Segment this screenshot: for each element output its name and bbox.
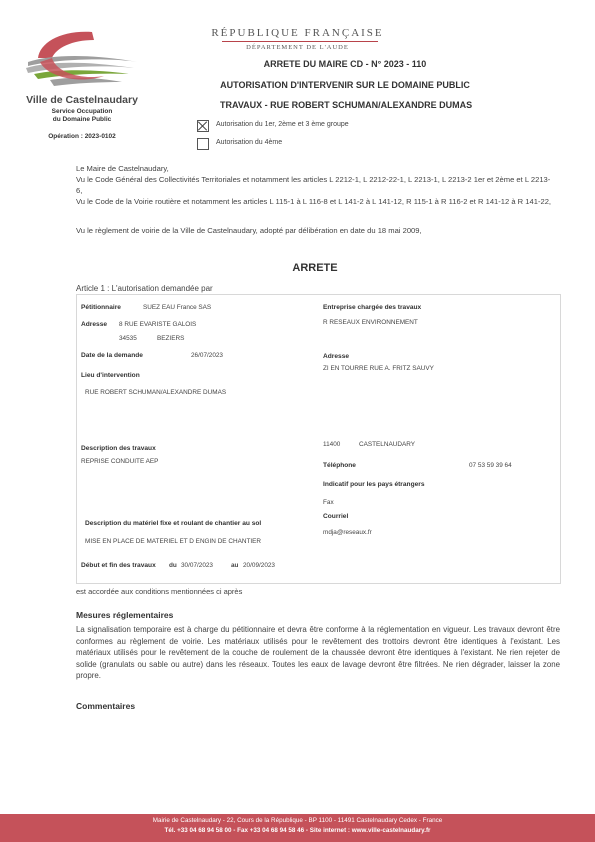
adresse-label: Adresse bbox=[81, 321, 108, 328]
arrete-number: ARRETE DU MAIRE CD - N° 2023 - 110 bbox=[263, 59, 427, 69]
lieu-intervention-label: Lieu d'intervention bbox=[81, 372, 140, 379]
period-end: 20/09/2023 bbox=[243, 562, 275, 569]
mesures-heading: Mesures réglementaires bbox=[76, 610, 174, 620]
authorization-title: AUTORISATION D'INTERVENIR SUR LE DOMAINE PUBLIC bbox=[220, 80, 470, 90]
postcode2: 11400 bbox=[323, 441, 341, 448]
petitionnaire-value: SUEZ EAU France SAS bbox=[143, 304, 212, 311]
checkbox-group-1-3[interactable] bbox=[197, 120, 209, 132]
logo-red-arc bbox=[38, 32, 94, 58]
period-start: 30/07/2023 bbox=[181, 562, 213, 569]
indicatif-label: Indicatif pour les pays étrangers bbox=[323, 481, 425, 488]
description-travaux-label: Description des travaux bbox=[81, 445, 156, 452]
courriel-label: Courriel bbox=[323, 513, 349, 520]
preamble-mayor: Le Maire de Castelnaudary, bbox=[76, 164, 169, 173]
fax-label: Fax bbox=[323, 499, 334, 506]
period-start-prefix: du bbox=[169, 562, 177, 569]
telephone-label: Téléphone bbox=[323, 462, 356, 469]
operation-number: Opération : 2023-0102 bbox=[48, 133, 116, 140]
preamble-cgct: Vu le Code Général des Collectivités Territoriales et notamment les articles L 2212-1, L 2212-22-1, L 2213-1, L 2213-2 1er et 2ème et L 2213-6, bbox=[76, 175, 551, 195]
lieu-intervention-value: RUE ROBERT SCHUMAN/ALEXANDRE DUMAS bbox=[85, 389, 227, 396]
works-title: TRAVAUX - RUE ROBERT SCHUMAN/ALEXANDRE DUMAS bbox=[220, 100, 473, 110]
republic-title: RÉPUBLIQUE FRANÇAISE bbox=[211, 27, 384, 39]
city2: CASTELNAUDARY bbox=[359, 441, 415, 448]
materiel-value: MISE EN PLACE DE MATERIEL ET D ENGIN DE CHANTIER bbox=[85, 538, 262, 545]
logo-service-line1: Service Occupation bbox=[51, 108, 113, 115]
adresse-postcode: 34535 bbox=[119, 335, 137, 342]
checkbox-group-1-3-label: Autorisation du 1er, 2ème et 3 ème groupe bbox=[216, 121, 349, 128]
request-form-box bbox=[76, 294, 561, 584]
mesures-text: La signalisation temporaire est à charge du pétitionnaire et devra être conforme à la réglementation en vigueur. Les travaux devront être conformes au règlement de voirie. Les matériaux utilisés pour le revêtement des trottoirs devront être identiques à l'existant. Les matériaux utilisés pour le revêtement de la couche de roulement de la chaussée devront être identiques à l'existant. Ne rien rejeter de solide (granulats ou sable ou autre) dans les réseaux. Toutes les eaux de lavage devront être filtrées. Ne rien dégrader, laisser la zone propre. bbox=[76, 625, 560, 680]
date-demande-label: Date de la demande bbox=[81, 352, 143, 359]
entreprise-value: R RESEAUX ENVIRONNEMENT bbox=[323, 319, 418, 326]
courriel-value: mdja@reseaux.fr bbox=[323, 529, 372, 536]
adresse2-label: Adresse bbox=[323, 353, 350, 360]
republic-divider bbox=[222, 41, 378, 42]
accord-conditions: est accordée aux conditions mentionnées ci après bbox=[76, 587, 243, 596]
checkbox-group-4-label: Autorisation du 4ème bbox=[216, 139, 283, 146]
footer-contact: Tél. +33 04 68 94 58 00 - Fax +33 04 68 94 58 46 - Site internet : www.ville-castelnaudary.fr bbox=[164, 827, 431, 834]
period-label: Début et fin des travaux bbox=[81, 562, 156, 569]
checkbox-group-4[interactable] bbox=[197, 138, 209, 150]
petitionnaire-label: Pétitionnaire bbox=[81, 304, 121, 311]
adresse2-value: ZI EN TOURRE RUE A. FRITZ SAUVY bbox=[323, 365, 434, 372]
castelnaudary-logo bbox=[22, 28, 142, 94]
adresse-line1: 8 RUE EVARISTE GALOIS bbox=[119, 321, 197, 328]
preamble-reglement: Vu le règlement de voirie de la Ville de Castelnaudary, adopté par délibération en date du 18 mai 2009, bbox=[76, 226, 422, 235]
department-title: DÉPARTEMENT DE L'AUDE bbox=[246, 44, 349, 51]
preamble-voirie: Vu le Code de la Voirie routière et notamment les articles L 115-1 à L 116-8 et L 141-2 à L 141-12, R 115-1 à R 116-2 et R 141-12 à R 141-22, bbox=[76, 197, 552, 206]
telephone-value: 07 53 59 39 64 bbox=[469, 462, 512, 469]
logo-service bbox=[18, 108, 146, 124]
article-1: Article 1 : L'autorisation demandée par bbox=[76, 284, 213, 293]
adresse-city: BEZIERS bbox=[157, 335, 185, 342]
description-travaux-value: REPRISE CONDUITE AEP bbox=[81, 458, 159, 465]
commentaires-heading: Commentaires bbox=[76, 701, 136, 711]
logo-service-line2: du Domaine Public bbox=[52, 116, 112, 123]
date-demande-value: 26/07/2023 bbox=[191, 352, 223, 359]
footer-address: Mairie de Castelnaudary - 22, Cours de la République - BP 1100 - 11491 Castelnaudary Cedex - France bbox=[152, 817, 443, 824]
arrete-heading: ARRETE bbox=[292, 262, 338, 274]
logo-city-name: Ville de Castelnaudary bbox=[26, 94, 138, 106]
period-end-prefix: au bbox=[231, 562, 239, 569]
entreprise-label: Entreprise chargée des travaux bbox=[323, 304, 422, 311]
materiel-label: Description du matériel fixe et roulant de chantier au sol bbox=[85, 520, 262, 527]
